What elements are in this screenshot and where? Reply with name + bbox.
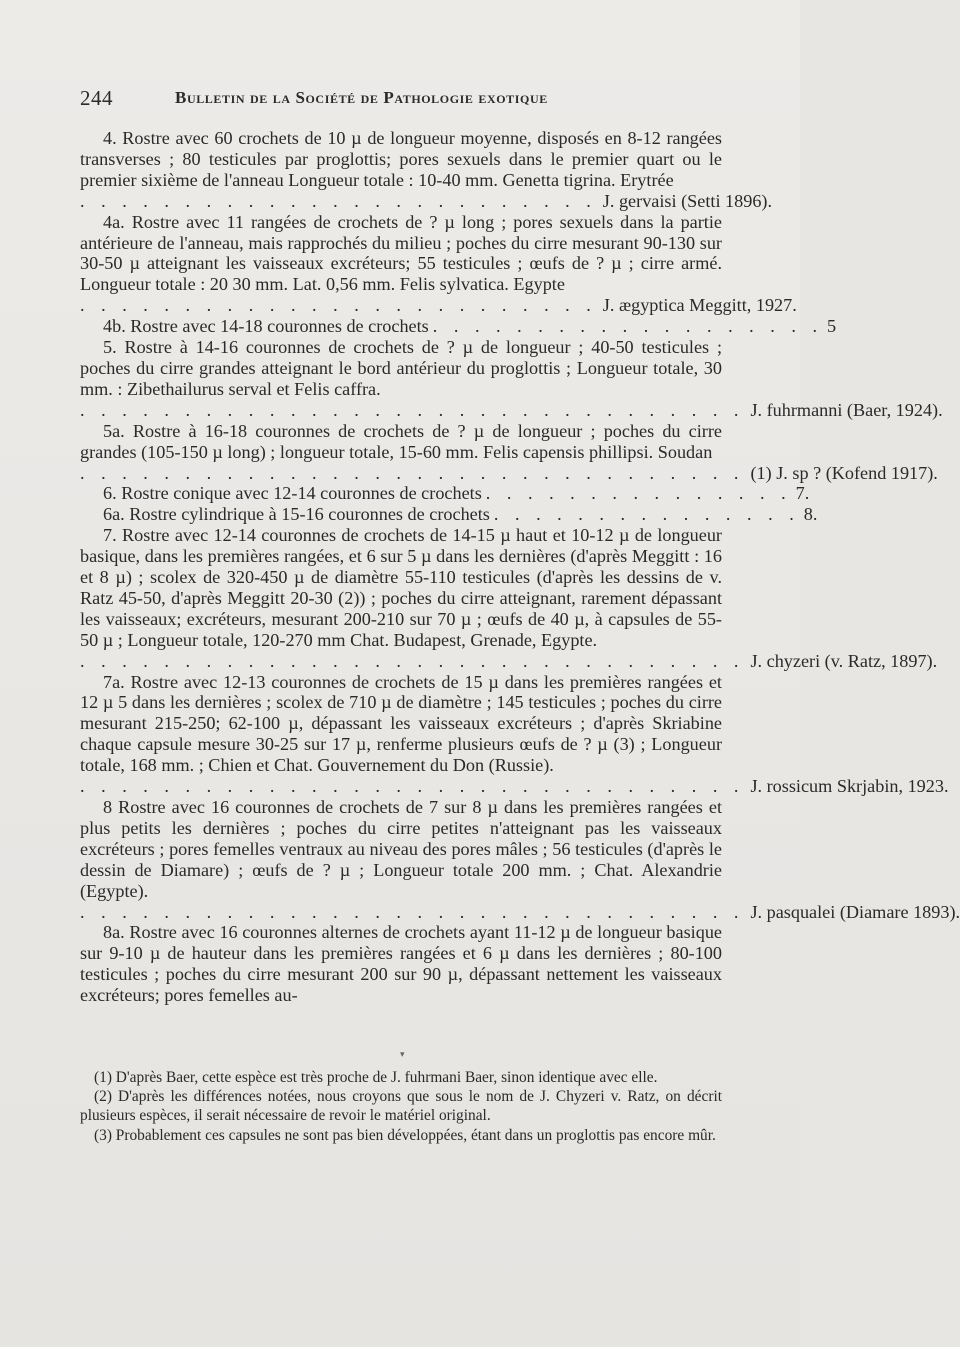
entry-4b: 4b. Rostre avec 14-18 couronnes de crochets . . . . . . . . . . . . . . . . . . . 5 xyxy=(103,316,837,337)
entry-7a: 7a. Rostre avec 12-13 couronnes de crochets de 15 µ dans les premières rangées et 12 µ 5 dans les dernières ; scolex de 710 µ de diamètre ; 145 testicules ; poches du cirre mesurant 215-250; 62-100 µ, dépassant les vaisseaux excréteurs ; d'après Skriabine chaque capsule mesure 30-25 sur 17 µ, renferme plusieurs œufs de ? µ (3) ; Longueur totale, 168 mm. ; Chien et Chat. Gouvernement du Don (Russie). xyxy=(80,671,722,776)
entry-7-species: . . . . . . . . . . . . . . . . . . . . . . . . . . . . . . . . J. chyzeri (v. Ratz, 1897). xyxy=(80,650,938,671)
entry-4: 4. Rostre avec 60 crochets de 10 µ de longueur moyenne, disposés en 8-12 rangées transverses ; 80 testicules par proglottis; pores sexuels dans le premier quart ou le premier sixième de l'anneau Longueur totale : 10-40 mm. Genetta tigrina. Erytrée xyxy=(80,128,722,190)
entry-6: 6. Rostre conique avec 12-14 couronnes de crochets . . . . . . . . . . . . . . . 7. xyxy=(103,483,810,504)
entry-8-species: . . . . . . . . . . . . . . . . . . . . . . . . . . . . . . . . J. pasqualei (Diamare 1893). xyxy=(80,901,960,922)
entry-4-species: . . . . . . . . . . . . . . . . . . . . . . . . . J. gervaisi (Setti 1896). xyxy=(80,190,773,211)
key-text xyxy=(80,128,960,1006)
page-number: 244 xyxy=(80,86,113,110)
entry-5-species: . . . . . . . . . . . . . . . . . . . . . . . . . . . . . . . . J. fuhrmanni (Baer, 1924). xyxy=(80,399,943,420)
entry-5a: 5a. Rostre à 16-18 couronnes de crochets de ? µ de longueur ; poches du cirre grandes (105-150 µ long) ; longueur totale, 15-60 mm. Felis capensis phillipsi. Soudan xyxy=(80,420,722,462)
footnote-2: (2) D'après les différences notées, nous croyons que sous le nom de J. Chyzeri v. Ratz, on décrit plusieurs espèces, il serait nécessaire de revoir le matériel original. xyxy=(80,1088,722,1125)
entry-5: 5. Rostre à 14-16 couronnes de crochets de ? µ de longueur ; 40-50 testicules ; poches du cirre grandes atteignant le bord antérieur du proglottis ; Longueur totale, 30 mm. : Zibethailurus serval et Felis caffra. xyxy=(80,337,722,399)
entry-7a-species: . . . . . . . . . . . . . . . . . . . . . . . . . . . . . . . . J. rossicum Skrjabin, 1923. xyxy=(80,776,949,797)
entry-8a: 8a. Rostre avec 16 couronnes alternes de crochets ayant 11-12 µ de longueur basique sur 9-10 µ de hauteur dans les premières rangées et 6 µ dans les dernières ; 80-100 testicules ; poches du cirre mesurant 200 sur 90 µ, dépassant nettement les vaisseaux excréteurs; pores femelles au- xyxy=(80,922,722,1006)
running-header xyxy=(80,86,720,112)
journal-title: Bulletin de la Société de Pathologie exotique xyxy=(175,88,548,107)
entry-4a: 4a. Rostre avec 11 rangées de crochets de ? µ long ; pores sexuels dans la partie antérieure de l'anneau, mais rapprochés du milieu ; poches du cirre mesurant 90-130 sur 30-50 µ atteignant les vaisseaux excréteurs; 55 testicules ; œufs de ? µ ; cirre armé. Longueur totale : 20 30 mm. Lat. 0,56 mm. Felis sylvatica. Egypte xyxy=(80,211,722,295)
entry-7: 7. Rostre avec 12-14 couronnes de crochets de 14-15 µ haut et 10-12 µ de longueur basique, dans les premières rangées, et 6 sur 5 µ dans les dernières (d'après Meggitt : 16 et 8 µ) ; scolex de 320-450 µ de diamètre 55-110 testicules (d'après les dessins de v. Ratz 45-50, d'après Meggitt 20-30 (2)) ; poches du cirre atteignant, rarement dépassant les vaisseaux; excréteurs, mesurant 200-210 sur 70 µ ; œufs de 40 µ, à capsules de 55-50 µ ; Longueur totale, 120-270 mm Chat. Budapest, Grenade, Egypte. xyxy=(80,525,722,650)
footnotes xyxy=(80,1068,722,1145)
footnote-3: (3) Probablement ces capsules ne sont pas bien développées, étant dans un proglottis pas encore mûr. xyxy=(94,1126,716,1144)
entry-6a: 6a. Rostre cylindrique à 15-16 couronnes de crochets . . . . . . . . . . . . . . . 8. xyxy=(103,504,818,525)
footnote-separator: ▾ xyxy=(400,1049,405,1059)
footnote-1: (1) D'après Baer, cette espèce est très proche de J. fuhrmani Baer, sinon identique avec elle. xyxy=(94,1069,658,1086)
entry-4a-species: . . . . . . . . . . . . . . . . . . . . . . . . . J. ægyptica Meggitt, 1927. xyxy=(80,295,797,316)
entry-8: 8 Rostre avec 16 couronnes de crochets de 7 sur 8 µ dans les premières rangées et plus petits les dernières ; poches du cirre petites n'atteignant pas les vaisseaux excréteurs ; pores femelles ventraux au niveau des pores mâles ; 56 testicules (d'après le dessin de Diamare) ; œufs de ? µ ; Longueur totale 200 mm. ; Chat. Alexandrie (Egypte). xyxy=(80,797,722,901)
entry-5a-species: . . . . . . . . . . . . . . . . . . . . . . . . . . . . . . . . (1) J. sp ? (Kofend 1917). xyxy=(80,462,938,483)
